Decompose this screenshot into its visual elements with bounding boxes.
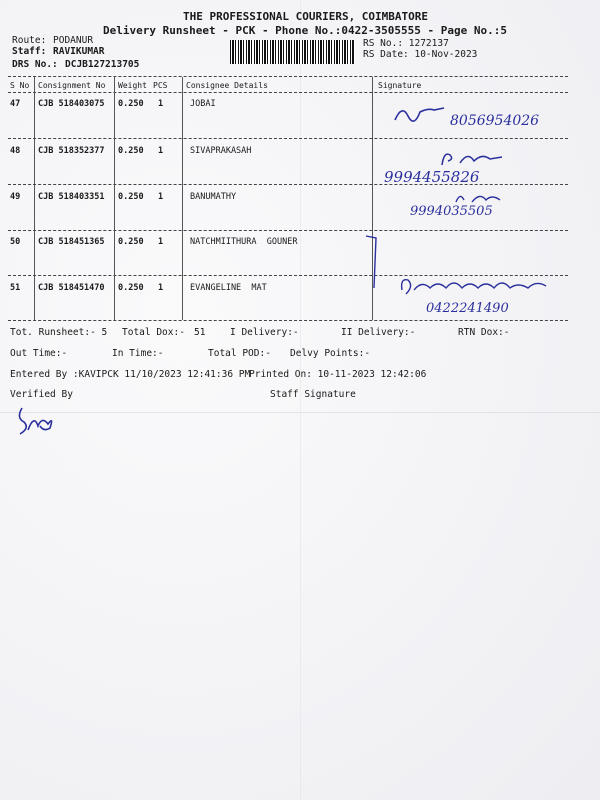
signature-mark <box>390 98 450 128</box>
table-row-pcs: 1 <box>158 192 164 202</box>
staff-value: RAVIKUMAR <box>53 46 105 57</box>
table-row-consignee: NATCHMIITHURA GOUNER <box>190 237 298 247</box>
signature-phone: 8056954026 <box>450 113 540 129</box>
table-top-rule <box>8 76 568 77</box>
staff-label: Staff: <box>12 46 47 57</box>
table-row-consignee: BANUMATHY <box>190 192 237 202</box>
delivery-points: Delvy Points:- <box>290 348 371 359</box>
rs-date: RS Date: 10-Nov-2023 <box>363 49 478 60</box>
runsheet-subtitle: Delivery Runsheet - PCK - Phone No.:0422-3505555 - Page No.:5 <box>103 24 507 37</box>
ii-delivery: II Delivery:- <box>341 327 416 338</box>
signature-mark <box>438 147 508 169</box>
col-header-consignee: Consignee Details <box>186 81 268 90</box>
table-row-weight: 0.250 <box>118 237 144 247</box>
paper-crease <box>300 0 301 800</box>
table-row-consignee: SIVAPRAKASAH <box>190 146 252 156</box>
row-rule <box>8 138 568 139</box>
table-row-weight: 0.250 <box>118 192 144 202</box>
table-row-sno: 49 <box>10 192 21 202</box>
barcode-image <box>230 40 355 64</box>
table-row-consignment: CJB 518451470 <box>38 283 105 293</box>
printed-on: Printed On: 10-11-2023 12:42:06 <box>249 369 427 380</box>
table-row-pcs: 1 <box>158 237 164 247</box>
table-row-consignment: CJB 518403075 <box>38 99 105 109</box>
total-runsheet: Tot. Runsheet:- 5 <box>10 327 108 338</box>
table-row-sno: 47 <box>10 99 21 109</box>
total-dox-label: Total Dox:- <box>122 327 185 338</box>
table-row-pcs: 1 <box>158 146 164 156</box>
rs-number: RS No.: 1272137 <box>363 38 449 49</box>
col-header-pcs: PCS <box>153 81 168 90</box>
company-title: THE PROFESSIONAL COURIERS, COIMBATORE <box>183 10 429 23</box>
table-row-consignment: CJB 518352377 <box>38 146 105 156</box>
column-divider <box>182 77 183 320</box>
verified-by-label: Verified By <box>10 389 73 400</box>
col-header-signature: Signature <box>378 81 422 90</box>
table-row-pcs: 1 <box>158 283 164 293</box>
table-row-sno: 48 <box>10 146 21 156</box>
row-rule <box>8 230 568 231</box>
drs-label: DRS No.: <box>12 59 58 70</box>
signature-phone: 9994455826 <box>384 168 480 186</box>
staff-signature-label: Staff Signature <box>270 389 356 400</box>
route-value: PODANUR <box>53 35 94 46</box>
col-header-consignment: Consignment No <box>38 81 106 90</box>
table-row-sno: 51 <box>10 283 21 293</box>
entered-by: Entered By :KAVIPCK 11/10/2023 12:41:36 PM <box>10 369 251 380</box>
table-row-weight: 0.250 <box>118 99 144 109</box>
table-row-consignee: EVANGELINE MAT <box>190 283 267 293</box>
table-row-weight: 0.250 <box>118 146 144 156</box>
drs-value: DCJB127213705 <box>65 59 140 70</box>
col-header-weight: Weight <box>118 81 147 90</box>
i-delivery: I Delivery:- <box>230 327 299 338</box>
total-dox-value: 51 <box>194 327 206 338</box>
total-pod: Total POD:- <box>208 348 271 359</box>
signature-mark <box>362 232 382 292</box>
signature-mark <box>396 276 556 300</box>
col-header-sno: S No <box>10 81 30 90</box>
table-row-sno: 50 <box>10 237 21 247</box>
signature-phone: 9994035505 <box>410 204 493 219</box>
table-row-pcs: 1 <box>158 99 164 109</box>
in-time: In Time:- <box>112 348 164 359</box>
table-bottom-rule <box>8 320 568 321</box>
out-time: Out Time:- <box>10 348 68 359</box>
table-header-rule <box>8 92 568 93</box>
row-rule <box>8 184 568 185</box>
signature-phone: 0422241490 <box>426 301 509 316</box>
column-divider <box>114 77 115 320</box>
verifier-signature-mark <box>14 404 58 438</box>
rtn-dox: RTN Dox:- <box>458 327 510 338</box>
table-row-consignment: CJB 518451365 <box>38 237 105 247</box>
table-row-consignee: JOBAI <box>190 99 216 109</box>
route-label: Route: <box>12 35 47 46</box>
table-row-consignment: CJB 518403351 <box>38 192 105 202</box>
table-row-weight: 0.250 <box>118 283 144 293</box>
column-divider <box>34 77 35 320</box>
